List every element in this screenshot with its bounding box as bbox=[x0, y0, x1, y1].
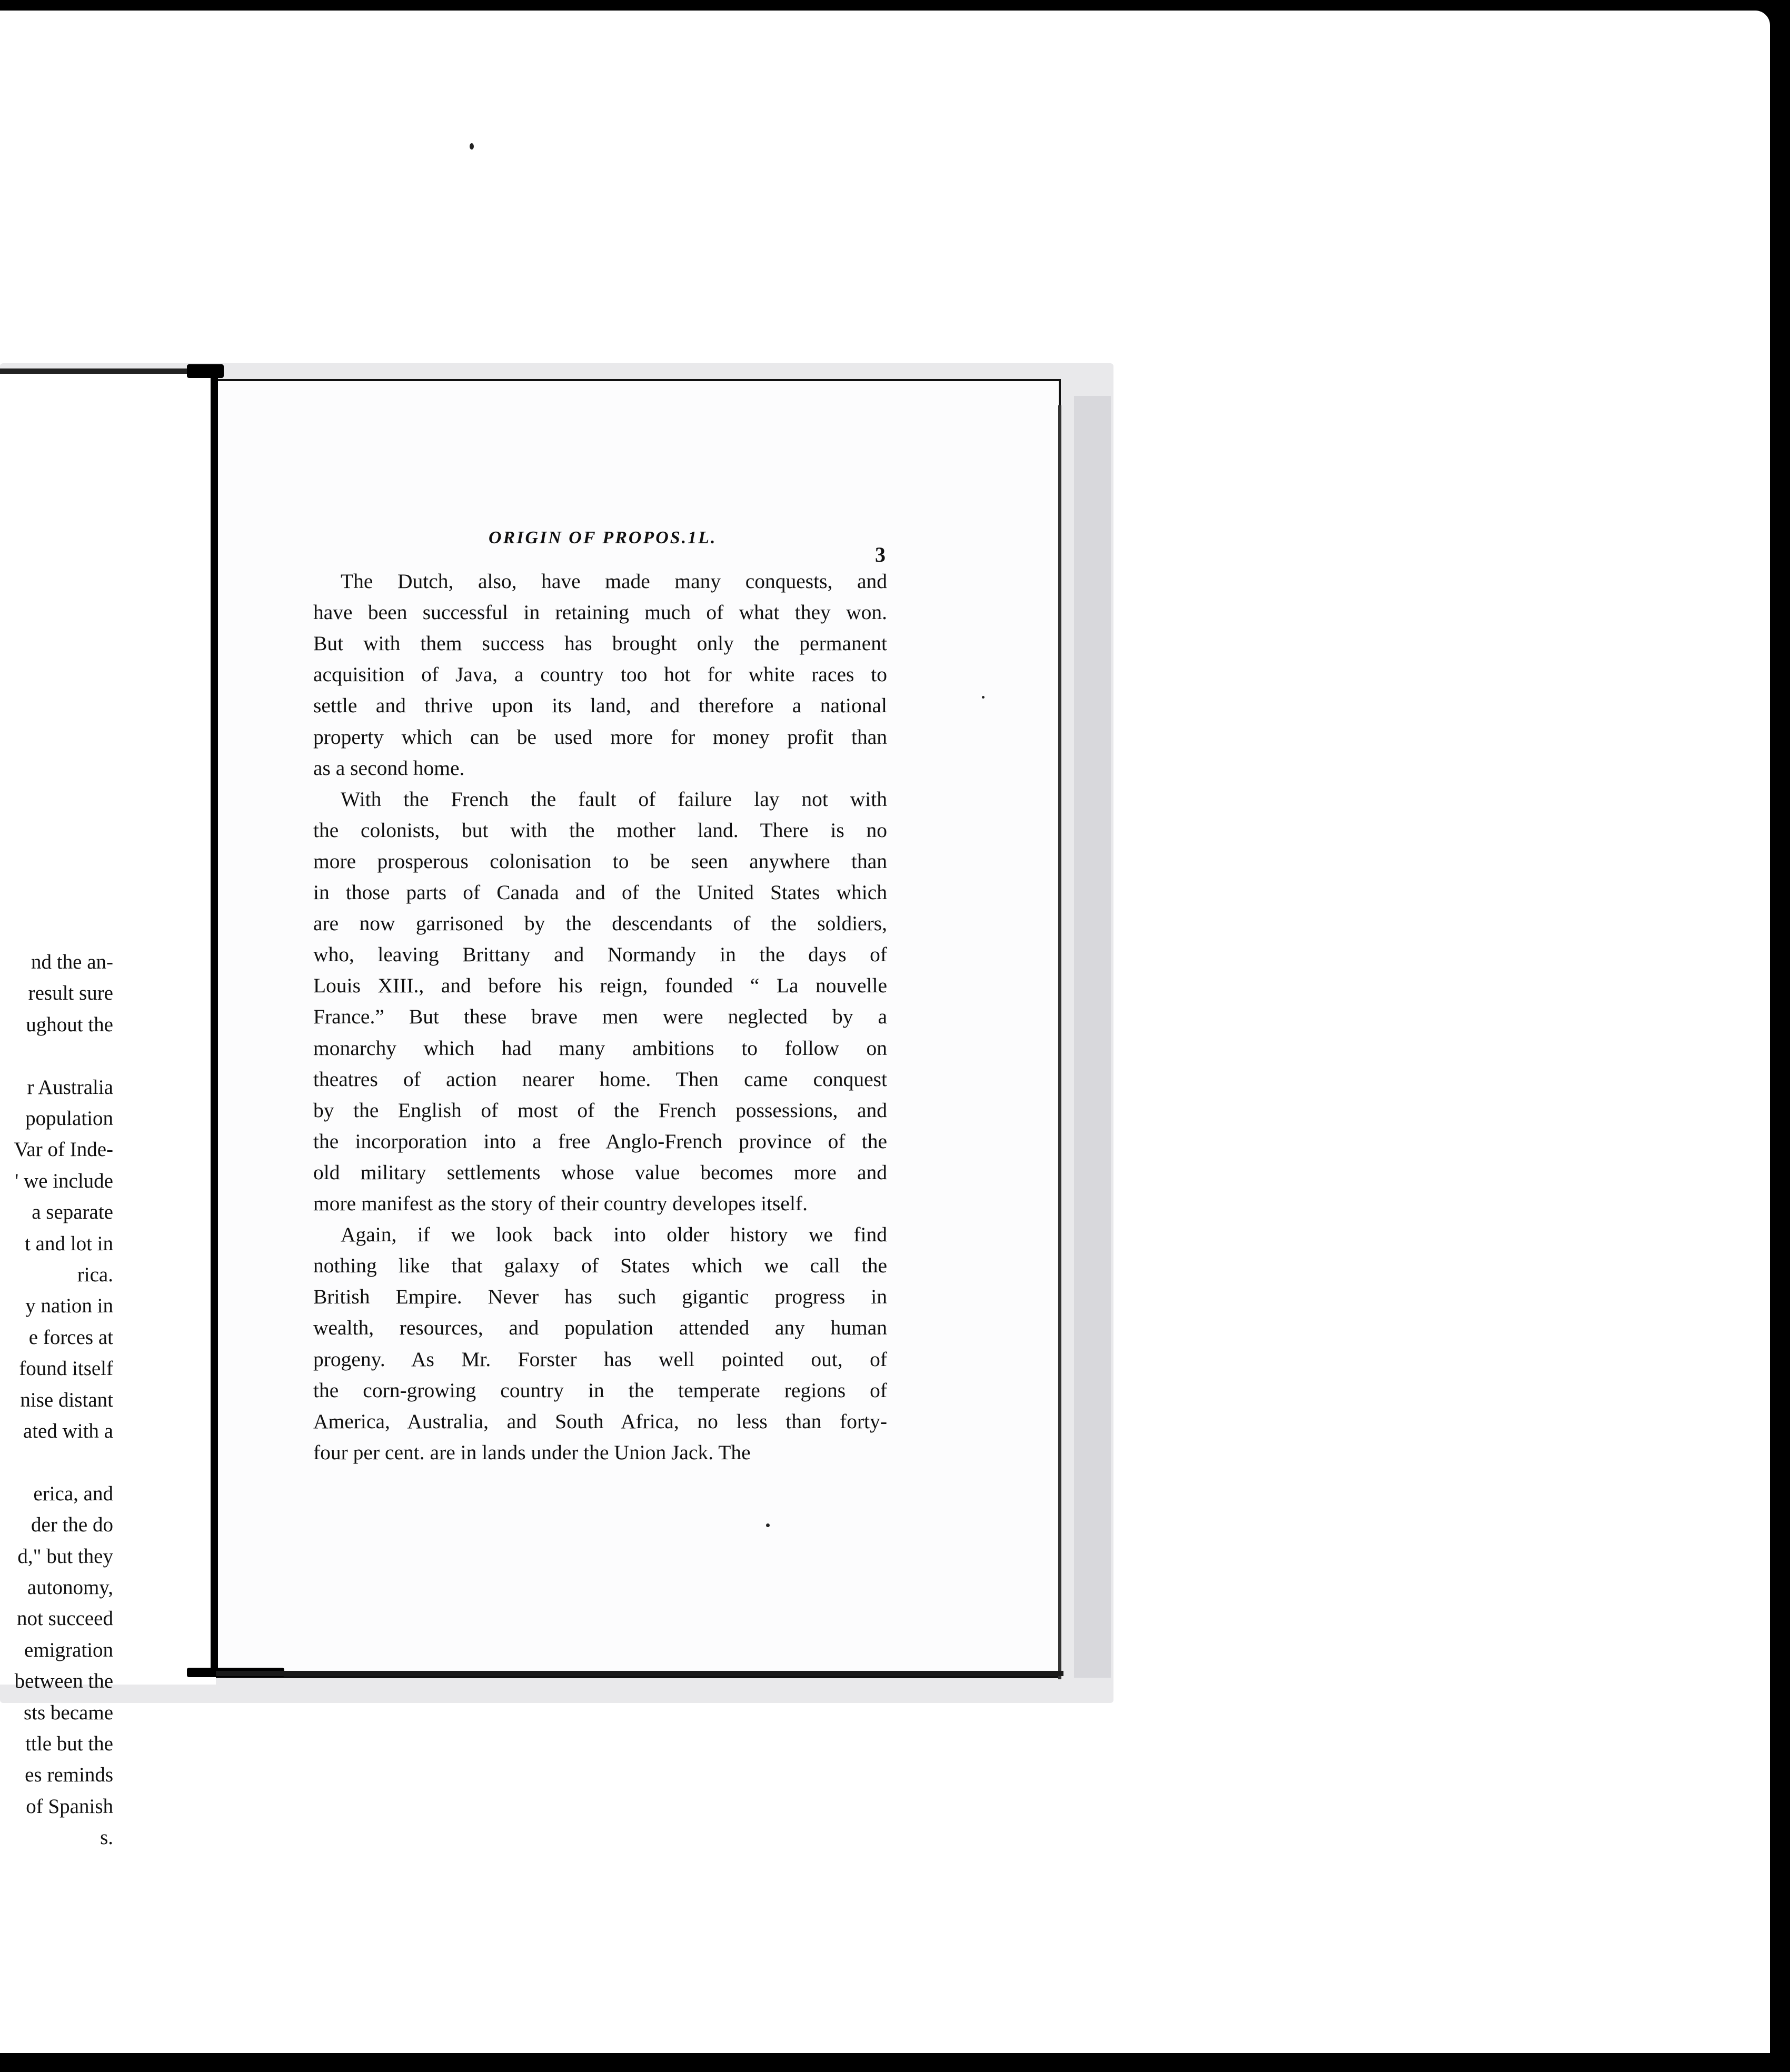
body-line: The Dutch, also, have made many conquests, and bbox=[341, 570, 887, 593]
body-line: the incorporation into a free Anglo-French province of the bbox=[313, 1129, 887, 1153]
body-line: theatres of action nearer home. Then came conquest bbox=[313, 1067, 887, 1091]
page-number: 3 bbox=[875, 543, 886, 566]
left-page-line: sts became bbox=[23, 1701, 113, 1724]
body-line: Again, if we look back into older history we find bbox=[341, 1223, 887, 1247]
left-page-line: ated with a bbox=[23, 1420, 113, 1442]
book-gutter bbox=[211, 375, 218, 1676]
body-line: But with them success has brought only the permanent bbox=[313, 632, 887, 655]
left-page-line: result sure bbox=[28, 982, 113, 1005]
body-line: wealth, resources, and population attended any human bbox=[313, 1316, 887, 1340]
body-line: have been successful in retaining much of what they won. bbox=[313, 601, 887, 624]
left-page-line: ughout the bbox=[26, 1013, 113, 1036]
dust-speck bbox=[766, 1523, 770, 1527]
body-line: old military settlements whose value becomes more and bbox=[313, 1160, 887, 1184]
body-line: America, Australia, and South Africa, no less than forty- bbox=[313, 1409, 887, 1433]
body-line: are now garrisoned by the descendants of the soldiers, bbox=[313, 912, 887, 935]
left-page-line: nise distant bbox=[20, 1388, 113, 1411]
left-page-line: s. bbox=[100, 1826, 113, 1849]
left-page-line: der the do bbox=[31, 1513, 113, 1537]
left-page-line: of Spanish bbox=[26, 1795, 113, 1818]
body-line: settle and thrive upon its land, and therefore a national bbox=[313, 694, 887, 718]
left-page-line: a separate bbox=[32, 1201, 113, 1224]
left-page-line: emigration bbox=[24, 1638, 113, 1661]
left-page-line: found itself bbox=[19, 1357, 113, 1380]
left-page-line: r Australia bbox=[27, 1075, 113, 1099]
body-line: British Empire. Never has such gigantic progress in bbox=[313, 1285, 887, 1309]
body-line: the corn-growing country in the temperate regions of bbox=[313, 1378, 887, 1402]
left-page-line: between the bbox=[14, 1670, 113, 1693]
left-page-line: e forces at bbox=[28, 1326, 113, 1349]
body-line: property which can be used more for money profit than bbox=[313, 725, 887, 749]
body-line: progeny. As Mr. Forster has well pointed out, of bbox=[313, 1347, 887, 1371]
page-bottom-edge bbox=[216, 1671, 1063, 1676]
body-line: With the French the fault of failure lay not with bbox=[341, 787, 887, 811]
left-page-line: nd the an- bbox=[31, 951, 113, 973]
spine-top-mark bbox=[187, 364, 224, 378]
body-line: in those parts of Canada and of the United States which bbox=[313, 881, 887, 904]
body-line: Louis XIII., and before his reign, founded “ La nouvelle bbox=[313, 974, 887, 998]
left-page-line: erica, and bbox=[33, 1482, 113, 1505]
right-page-edge bbox=[1058, 405, 1061, 1679]
left-page-line: ' we include bbox=[15, 1169, 113, 1192]
left-page-line: Var of Inde- bbox=[14, 1138, 113, 1161]
left-page-line: population bbox=[25, 1107, 113, 1130]
body-line: more prosperous colonisation to be seen anywhere than bbox=[313, 849, 887, 873]
body-line: acquisition of Java, a country too hot for white races to bbox=[313, 663, 887, 686]
body-line: four per cent. are in lands under the Union Jack. The bbox=[313, 1440, 751, 1464]
left-page-line: es reminds bbox=[25, 1764, 113, 1787]
body-line: the colonists, but with the mother land. There is no bbox=[313, 818, 887, 842]
body-line: by the English of most of the French possessions, and bbox=[313, 1098, 887, 1122]
body-line: more manifest as the story of their country developes itself. bbox=[313, 1192, 808, 1215]
dust-speck bbox=[982, 696, 984, 699]
left-page bbox=[0, 368, 216, 1849]
left-page-line: rica. bbox=[77, 1263, 113, 1286]
left-page-line: ttle but the bbox=[25, 1732, 113, 1755]
body-line: France.” But these brave men were neglected by a bbox=[313, 1005, 887, 1029]
left-page-line: y nation in bbox=[25, 1294, 113, 1318]
left-page-line: d," but they bbox=[17, 1545, 113, 1568]
dust-speck bbox=[470, 143, 474, 150]
left-page-line: autonomy, bbox=[27, 1576, 113, 1599]
left-page-line: not succeed bbox=[16, 1607, 113, 1630]
page-edge-strip bbox=[1074, 396, 1111, 1678]
body-line: who, leaving Brittany and Normandy in the days of bbox=[313, 943, 887, 967]
body-line: monarchy which had many ambitions to follow on bbox=[313, 1036, 887, 1060]
running-head: ORIGIN OF PROPOS.1L. bbox=[489, 528, 717, 547]
left-page-line: t and lot in bbox=[25, 1232, 113, 1255]
body-line: nothing like that galaxy of States which we call the bbox=[313, 1254, 887, 1278]
body-line: as a second home. bbox=[313, 756, 465, 780]
